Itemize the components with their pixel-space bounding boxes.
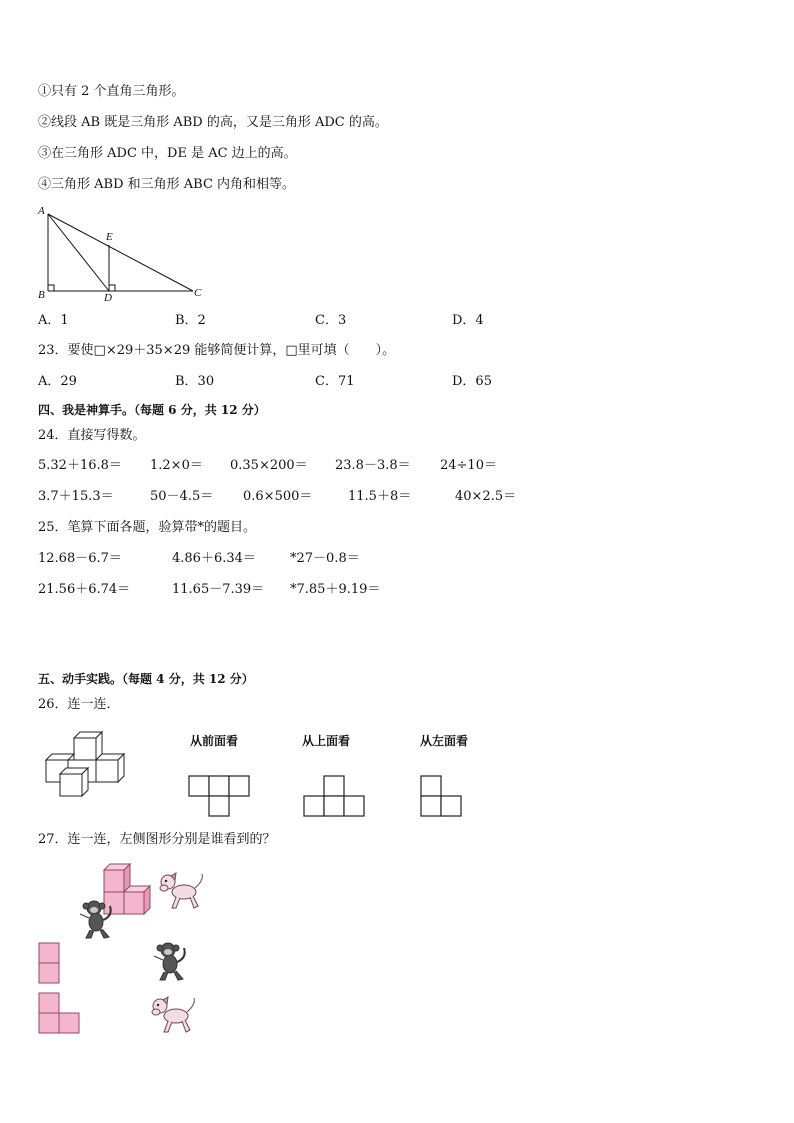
q22-statement-3: ③在三角形 ADC 中，DE 是 AC 边上的高。 xyxy=(38,146,297,161)
q24-r2-c3: 0.6×500＝ xyxy=(243,489,313,504)
top-view-figure xyxy=(303,775,367,819)
view-label-front: 从前面看 xyxy=(190,734,239,748)
q24-r2-c5: 40×2.5＝ xyxy=(455,489,517,504)
section-4-title: 四、我是神算手。（每题 6 分，共 12 分） xyxy=(38,403,266,417)
q23-option-c: C．71 xyxy=(315,374,355,389)
dog-icon-2 xyxy=(150,994,200,1036)
q24-r1-c5: 24÷10＝ xyxy=(440,458,497,473)
label-e: E xyxy=(106,231,113,243)
q25-r2-c1: 21.56＋6.74＝ xyxy=(38,582,131,597)
monkey-icon xyxy=(76,898,116,940)
q24-r1-c3: 0.35×200＝ xyxy=(230,458,308,473)
pink-view-vertical-figure xyxy=(38,942,62,986)
front-view-figure xyxy=(188,775,250,819)
q22-statement-1: ①只有 2 个直角三角形。 xyxy=(38,84,185,99)
q23-option-a: A．29 xyxy=(38,374,77,389)
q24-r1-c1: 5.32＋16.8＝ xyxy=(38,458,122,473)
q22-statement-2: ②线段 AB 既是三角形 ABD 的高，又是三角形 ADC 的高。 xyxy=(38,115,388,130)
view-label-left: 从左面看 xyxy=(420,734,469,748)
view-label-top: 从上面看 xyxy=(302,734,351,748)
label-b: B xyxy=(38,289,45,301)
q25-r1-c3: *27－0.8＝ xyxy=(290,551,360,566)
q24-r2-c2: 50－4.5＝ xyxy=(150,489,214,504)
label-d: D xyxy=(104,292,112,304)
q25-r1-c1: 12.68－6.7＝ xyxy=(38,551,122,566)
triangle-figure xyxy=(30,200,210,305)
q25-question: 25．笔算下面各题，验算带*的题目。 xyxy=(38,520,257,535)
section-5-title: 五、动手实践。（每题 4 分，共 12 分） xyxy=(38,672,254,686)
pink-view-l-shape-figure xyxy=(38,992,84,1036)
q22-option-c: C．3 xyxy=(315,313,347,328)
q24-r2-c4: 11.5＋8＝ xyxy=(348,489,412,504)
q27-question: 27．连一连，左侧图形分别是谁看到的？ xyxy=(38,832,276,847)
left-view-figure xyxy=(420,775,464,819)
q22-option-d: D．4 xyxy=(452,313,484,328)
cube-stack-figure xyxy=(42,730,134,798)
q25-r2-c3: *7.85＋9.19＝ xyxy=(290,582,381,597)
q22-option-b: B．2 xyxy=(175,313,206,328)
q24-question: 24．直接写得数。 xyxy=(38,428,146,443)
q22-option-a: A．1 xyxy=(38,313,69,328)
dog-icon xyxy=(158,870,208,912)
q23-question: 23．要使□×29＋35×29 能够简便计算，□里可填（ ）。 xyxy=(38,343,396,358)
q24-r1-c4: 23.8－3.8＝ xyxy=(335,458,411,473)
label-a: A xyxy=(38,205,45,217)
monkey-icon-2 xyxy=(150,940,190,982)
q22-statement-4: ④三角形 ABD 和三角形 ABC 内角和相等。 xyxy=(38,177,296,192)
q25-r1-c2: 4.86＋6.34＝ xyxy=(172,551,256,566)
q26-question: 26．连一连． xyxy=(38,697,120,712)
q24-r1-c2: 1.2×0＝ xyxy=(150,458,203,473)
q23-option-d: D．65 xyxy=(452,374,492,389)
q24-r2-c1: 3.7＋15.3＝ xyxy=(38,489,114,504)
label-c: C xyxy=(194,287,202,299)
q25-r2-c2: 11.65－7.39＝ xyxy=(172,582,265,597)
q23-option-b: B．30 xyxy=(175,374,215,389)
